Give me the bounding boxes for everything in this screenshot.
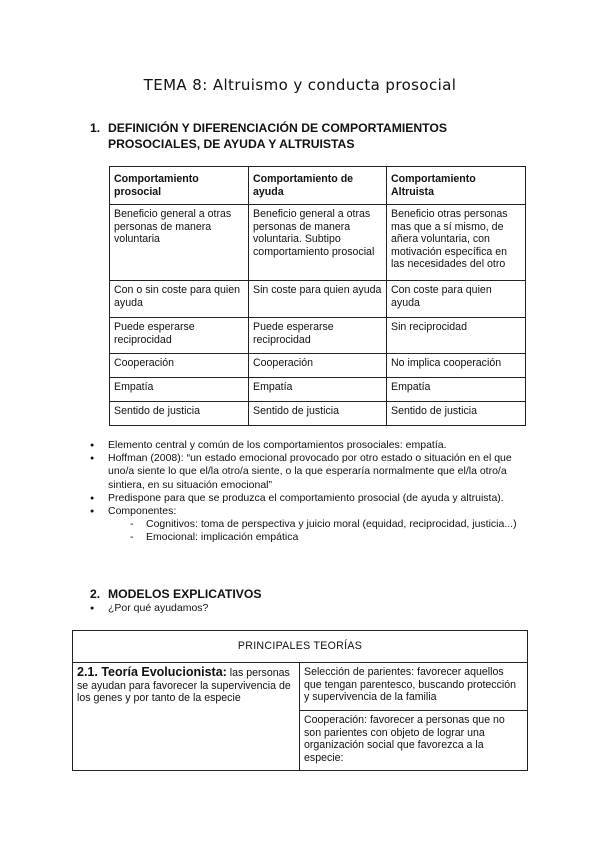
- table-cell: Beneficio general a otras personas de manera voluntaria: [110, 205, 249, 281]
- empathy-bullet-list: [90, 439, 530, 545]
- table-row: [110, 402, 526, 426]
- table-cell: Empatía: [387, 378, 526, 402]
- question-bullet-list: [90, 602, 530, 615]
- section-2-number: 2.: [90, 587, 101, 601]
- table-cell: Puede esperarse reciprocidad: [110, 318, 249, 354]
- cooperation-cell: Cooperación: favorecer a personas que no son parientes con objeto de lograr una organización social que favorezca a la especie:: [300, 711, 528, 771]
- table-cell: Beneficio otras personas mas que a sí mismo, de añera voluntaria, con motivación específica en las necesidades del otro: [387, 205, 526, 281]
- list-item: [90, 505, 530, 545]
- header-prosocial: Comportamiento prosocial: [110, 167, 249, 205]
- table-cell: Sin coste para quien ayuda: [249, 281, 387, 318]
- table-cell: Empatía: [249, 378, 387, 402]
- evolutionist-title: 2.1. Teoría Evolucionista:: [77, 665, 227, 679]
- list-item: ● Predispone para que se produzca el comportamiento prosocial (de ayuda y altruista).: [90, 492, 530, 505]
- table-cell: Empatía: [110, 378, 249, 402]
- table-row: [110, 205, 526, 281]
- header-ayuda: Comportamiento de ayuda: [249, 167, 387, 205]
- evolutionist-text: las personas se ayudan para favorecer la supervivencia de los genes y por tanto de la especie: [77, 667, 291, 704]
- header-altruista: Comportamiento Altruista: [387, 167, 526, 205]
- table-row: [110, 281, 526, 318]
- components-sublist: [108, 518, 530, 544]
- table-cell: Cooperación: [249, 354, 387, 378]
- table-row: [110, 378, 526, 402]
- comparison-table: [109, 166, 526, 426]
- components-label: Componentes:: [108, 505, 177, 518]
- table-cell: Sentido de justicia: [110, 402, 249, 426]
- theories-table: [72, 630, 528, 771]
- section-1-heading: [90, 120, 470, 152]
- section-1-title: DEFINICIÓN Y DIFERENCIACIÓN DE COMPORTAMIENTOS PROSOCIALES, DE AYUDA Y ALTRUISTAS: [108, 121, 448, 151]
- section-1-number: 1.: [90, 121, 101, 135]
- sub-list-item: - Cognitivos: toma de perspectiva y juicio moral (equidad, reciprocidad, justicia...): [130, 518, 530, 531]
- kin-selection-cell: Selección de parientes: favorecer aquellos que tengan parentesco, buscando protección y supervivencia de la familia: [300, 663, 528, 711]
- list-item: ● ¿Por qué ayudamos?: [90, 602, 530, 615]
- list-item: ● Elemento central y común de los comportamientos prosociales: empatía.: [90, 439, 530, 452]
- evolutionist-cell: [73, 663, 300, 771]
- page-title: TEMA 8: Altruismo y conducta prosocial: [143, 76, 457, 94]
- table-cell: Con o sin coste para quien ayuda: [110, 281, 249, 318]
- table-header-row: [110, 167, 526, 205]
- section-2-heading: [90, 586, 470, 602]
- sub-list-item: - Emocional: implicación empática: [130, 531, 530, 544]
- table-row: [110, 354, 526, 378]
- table-cell: Sentido de justicia: [387, 402, 526, 426]
- table-cell: Sin reciprocidad: [387, 318, 526, 354]
- section-2-title: MODELOS EXPLICATIVOS: [108, 587, 262, 601]
- table-row: [110, 318, 526, 354]
- table-cell: Beneficio general a otras personas de manera voluntaria. Subtipo comportamiento prosocial: [249, 205, 387, 281]
- table-row: [73, 663, 528, 711]
- table-cell: Sentido de justicia: [249, 402, 387, 426]
- table-cell: Puede esperarse reciprocidad: [249, 318, 387, 354]
- table-cell: No implica cooperación: [387, 354, 526, 378]
- table-cell: Con coste para quien ayuda: [387, 281, 526, 318]
- table-cell: Cooperación: [110, 354, 249, 378]
- list-item: ● Hoffman (2008): “un estado emocional provocado por otro estado o situación en el que uno/a siente lo que el/la otro/a siente, o la que esperaría normalmente que el/la otro/a sintiera, en su situación emocional”: [90, 452, 530, 492]
- theories-banner: PRINCIPALES TEORÍAS: [73, 631, 528, 663]
- theories-banner-row: [73, 631, 528, 663]
